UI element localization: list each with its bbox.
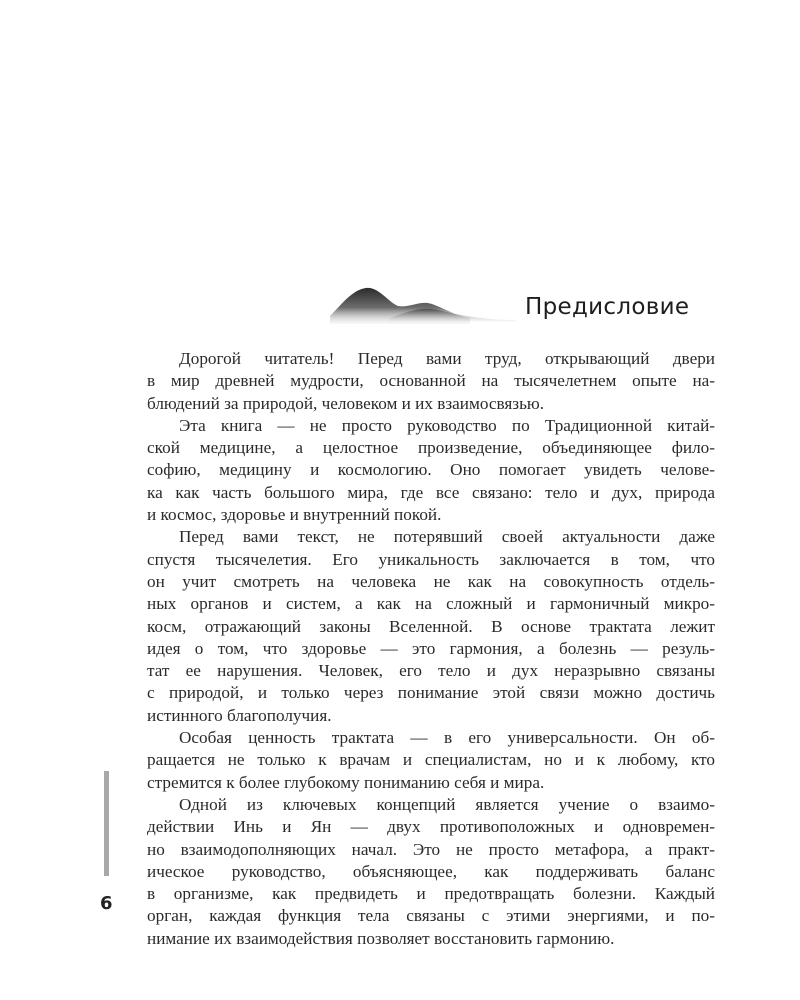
text-line: софию, медицину и космологию. Оно помогает увидеть челове- xyxy=(147,460,715,480)
text-line: Одной из ключевых концепций является учение о взаимо- xyxy=(179,794,715,814)
body-text xyxy=(147,348,715,950)
text-line: ическое руководство, объясняющее, как поддерживать баланс xyxy=(147,861,715,881)
text-line: но взаимодополняющих начал. Это не просто метафора, а практ- xyxy=(147,839,715,859)
text-line: с природой, и только через понимание этой связи можно достичь xyxy=(147,683,715,703)
text-line: тат ее нарушения. Человек, его тело и дух неразрывно связаны xyxy=(147,661,715,681)
chapter-title: Предисловие xyxy=(525,294,690,320)
text-line: идея о том, что здоровье — это гармония, а болезнь — резуль- xyxy=(147,638,715,658)
text-line: стремится к более глубокому пониманию себя и мира. xyxy=(147,772,545,792)
page-number: 6 xyxy=(100,893,113,914)
text-line: Эта книга — не просто руководство по Традиционной китай- xyxy=(179,415,715,435)
chapter-heading xyxy=(330,280,710,330)
mountains-icon xyxy=(330,280,520,330)
text-line: ращается не только к врачам и специалистам, но и к любому, кто xyxy=(147,750,715,770)
text-line: спустя тысячелетия. Его уникальность заключается в том, что xyxy=(147,549,715,569)
text-line: он учит смотреть на человека не как на совокупность отдель- xyxy=(147,571,715,591)
text-line: действии Инь и Ян — двух противоположных и одновремен- xyxy=(147,817,715,837)
text-line: и космос, здоровье и внутренний покой. xyxy=(147,505,442,525)
text-line: Перед вами текст, не потерявший своей актуальности даже xyxy=(179,527,715,547)
text-line: орган, каждая функция тела связаны с этими энергиями, и по- xyxy=(147,906,715,926)
margin-bar xyxy=(104,771,109,876)
text-line: ка как часть большого мира, где все связано: тело и дух, природа xyxy=(147,482,715,502)
text-line: косм, отражающий законы Вселенной. В основе трактата лежит xyxy=(147,616,715,636)
text-line: нимание их взаимодействия позволяет восстановить гармонию. xyxy=(147,928,615,948)
text-line: ных органов и систем, а как на сложный и гармоничный микро- xyxy=(147,594,715,614)
text-line: истинного благополучия. xyxy=(147,705,332,725)
text-line: Особая ценность трактата — в его универсальности. Он об- xyxy=(179,728,715,748)
text-line: Дорогой читатель! Перед вами труд, открывающий двери xyxy=(179,349,715,368)
text-line: блюдений за природой, человеком и их взаимосвязью. xyxy=(147,393,545,413)
text-line: ской медицине, а целостное произведение, объединяющее фило- xyxy=(147,438,715,458)
text-line: в мир древней мудрости, основанной на тысячелетнем опыте на- xyxy=(147,371,715,391)
text-line: в организме, как предвидеть и предотвращать болезни. Каждый xyxy=(147,884,715,904)
